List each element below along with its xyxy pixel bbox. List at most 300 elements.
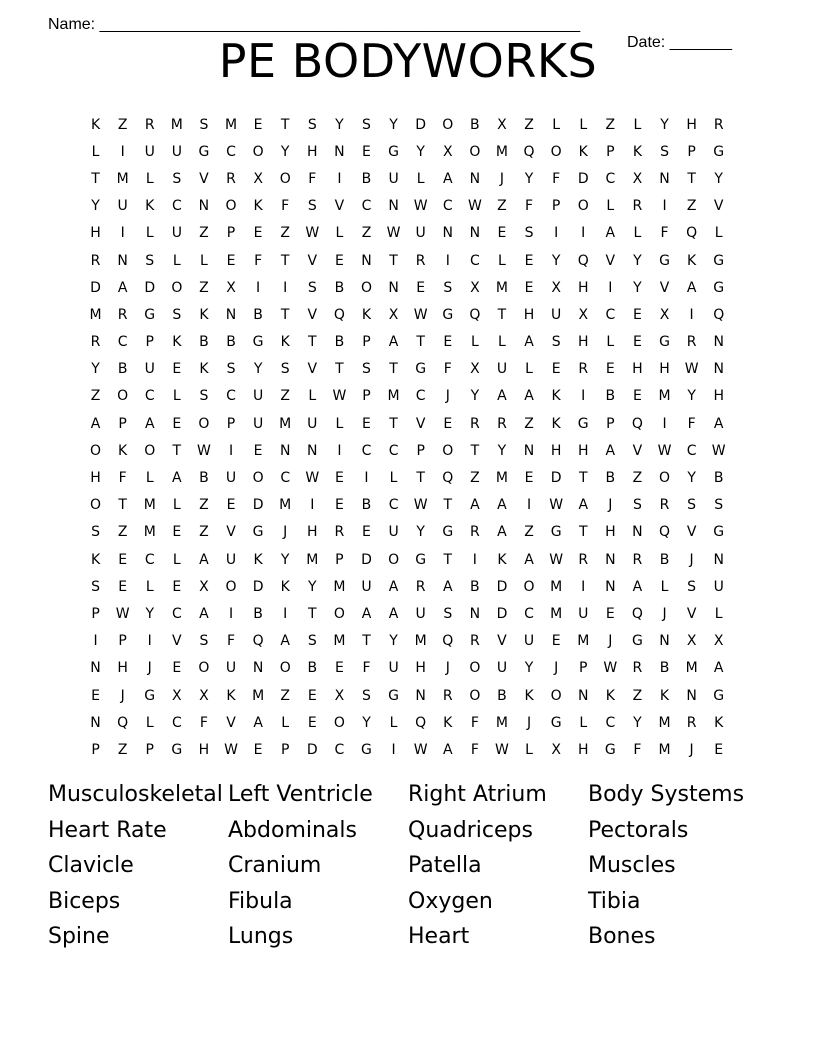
- grid-letter: S: [199, 116, 209, 133]
- grid-letter: M: [685, 660, 698, 677]
- grid-letter: O: [225, 578, 237, 595]
- grid-letter: I: [364, 470, 369, 487]
- grid-letter: O: [550, 687, 562, 704]
- grid-letter: L: [172, 497, 181, 514]
- grid-letter: R: [686, 714, 697, 731]
- grid-letter: N: [307, 442, 318, 459]
- grid-letter: A: [172, 470, 182, 487]
- grid-letter: M: [495, 279, 508, 296]
- grid-letter: G: [442, 306, 454, 323]
- grid-letter: C: [442, 198, 453, 215]
- grid-letter: R: [442, 687, 453, 704]
- grid-letter: Q: [659, 524, 671, 541]
- grid-letter: A: [253, 714, 263, 731]
- grid-letter: T: [470, 442, 480, 459]
- grid-letter: B: [226, 334, 236, 351]
- grid-letter: L: [145, 225, 154, 242]
- grid-letter: Y: [280, 551, 290, 568]
- grid-letter: I: [662, 198, 667, 215]
- grid-letter: P: [579, 660, 588, 677]
- grid-letter: S: [199, 633, 209, 650]
- grid-letter: H: [307, 524, 318, 541]
- grid-letter: E: [91, 687, 100, 704]
- grid-letter: W: [197, 442, 211, 459]
- word-list-item: Fibula: [228, 888, 293, 914]
- grid-letter: R: [117, 306, 128, 323]
- grid-letter: F: [525, 198, 534, 215]
- grid-letter: G: [144, 306, 156, 323]
- grid-letter: N: [713, 334, 724, 351]
- word-list-item: Body Systems: [588, 782, 745, 807]
- grid-letter: S: [687, 578, 697, 595]
- grid-letter: K: [497, 551, 507, 568]
- grid-letter: P: [118, 415, 127, 432]
- grid-letter: P: [226, 225, 236, 242]
- grid-letter: M: [387, 388, 400, 405]
- grid-letter: O: [469, 687, 481, 704]
- grid-letter: A: [442, 170, 453, 187]
- grid-letter: V: [226, 714, 236, 731]
- grid-letter: U: [144, 361, 155, 378]
- grid-letter: I: [581, 388, 586, 405]
- grid-letter: E: [632, 334, 642, 351]
- grid-letter: A: [605, 442, 616, 459]
- grid-letter: V: [632, 442, 643, 459]
- grid-letter: E: [334, 252, 344, 269]
- grid-letter: S: [443, 279, 453, 296]
- grid-letter: Y: [551, 252, 561, 269]
- grid-letter: U: [388, 524, 399, 541]
- grid-letter: I: [608, 279, 613, 296]
- grid-letter: B: [470, 578, 480, 595]
- grid-letter: L: [498, 334, 506, 351]
- grid-letter: Z: [280, 687, 290, 704]
- grid-letter: A: [442, 741, 453, 758]
- grid-letter: M: [550, 605, 563, 622]
- grid-letter: N: [469, 605, 481, 622]
- grid-letter: P: [551, 198, 561, 215]
- grid-letter: X: [442, 143, 453, 160]
- grid-letter: G: [713, 687, 725, 704]
- grid-letter: B: [307, 660, 318, 677]
- letter-grid: [82, 111, 734, 764]
- grid-letter: C: [171, 605, 182, 622]
- header-line: [48, 0, 748, 51]
- grid-letter: N: [334, 143, 345, 160]
- grid-letter: N: [686, 687, 697, 704]
- grid-letter: E: [172, 415, 182, 432]
- grid-letter: I: [310, 497, 315, 514]
- grid-letter: Q: [713, 306, 725, 323]
- grid-letter: E: [307, 714, 317, 731]
- grid-letter: W: [305, 225, 320, 242]
- grid-letter: U: [225, 470, 237, 487]
- grid-letter: Q: [523, 143, 535, 160]
- grid-letter: R: [632, 198, 643, 215]
- grid-letter: R: [632, 660, 643, 677]
- grid-letter: I: [472, 551, 477, 568]
- grid-letter: Y: [91, 198, 100, 215]
- grid-letter: T: [280, 306, 290, 323]
- grid-letter: X: [172, 687, 182, 704]
- grid-letter: G: [713, 279, 725, 296]
- grid-letter: V: [307, 252, 318, 269]
- grid-letter: K: [90, 116, 101, 133]
- grid-letter: E: [172, 361, 182, 378]
- grid-letter: S: [632, 497, 642, 514]
- grid-letter: U: [713, 578, 724, 595]
- grid-letter: Y: [416, 143, 425, 160]
- grid-letter: L: [470, 334, 479, 351]
- grid-letter: R: [686, 334, 697, 351]
- page-title: PE BODYWORKS: [218, 34, 598, 88]
- grid-letter: K: [605, 687, 615, 704]
- grid-letter: I: [445, 252, 450, 269]
- grid-letter: I: [554, 225, 559, 242]
- grid-letter: E: [443, 415, 453, 432]
- grid-letter: S: [687, 497, 697, 514]
- grid-letter: S: [443, 605, 453, 622]
- grid-letter: I: [120, 143, 125, 160]
- grid-letter: S: [714, 497, 724, 514]
- grid-letter: O: [279, 170, 291, 187]
- grid-letter: L: [145, 470, 154, 487]
- grid-letter: O: [90, 442, 102, 459]
- grid-letter: Q: [469, 306, 481, 323]
- grid-letter: J: [147, 660, 152, 677]
- grid-letter: O: [198, 660, 210, 677]
- grid-letter: X: [199, 578, 209, 595]
- grid-letter: C: [144, 551, 155, 568]
- grid-letter: L: [335, 415, 344, 432]
- grid-letter: V: [659, 279, 670, 296]
- grid-letter: M: [495, 143, 508, 160]
- word-list-item: Musculoskeletal: [48, 782, 223, 807]
- grid-letter: Z: [199, 524, 209, 541]
- grid-letter: A: [199, 551, 209, 568]
- grid-letter: N: [659, 633, 670, 650]
- grid-letter: N: [361, 252, 372, 269]
- grid-letter: L: [172, 388, 181, 405]
- grid-letter: U: [252, 388, 264, 405]
- grid-letter: L: [145, 714, 154, 731]
- grid-letter: Y: [145, 605, 155, 622]
- grid-letter: K: [199, 361, 209, 378]
- grid-letter: D: [252, 578, 264, 595]
- grid-letter: V: [172, 633, 182, 650]
- grid-letter: L: [660, 578, 669, 595]
- grid-letter: N: [90, 660, 101, 677]
- grid-letter: W: [657, 442, 672, 459]
- word-list-item: Bones: [588, 924, 656, 949]
- word-list-item: Patella: [408, 853, 482, 878]
- grid-letter: W: [684, 361, 699, 378]
- grid-letter: M: [116, 170, 129, 187]
- grid-letter: P: [606, 415, 615, 432]
- grid-letter: K: [145, 198, 155, 215]
- grid-letter: V: [307, 361, 318, 378]
- grid-letter: O: [442, 442, 454, 459]
- grid-letter: G: [713, 524, 725, 541]
- grid-letter: F: [552, 170, 561, 187]
- grid-letter: S: [307, 116, 317, 133]
- grid-letter: T: [443, 551, 453, 568]
- grid-letter: F: [687, 415, 696, 432]
- grid-letter: L: [389, 714, 398, 731]
- grid-letter: Y: [308, 578, 317, 595]
- grid-letter: P: [145, 334, 154, 351]
- grid-letter: L: [606, 198, 615, 215]
- grid-letter: J: [120, 687, 125, 704]
- grid-letter: E: [253, 741, 263, 758]
- grid-letter: L: [606, 334, 615, 351]
- grid-letter: H: [90, 470, 101, 487]
- grid-letter: O: [279, 660, 291, 677]
- grid-letter: Y: [633, 252, 642, 269]
- grid-letter: H: [632, 361, 643, 378]
- grid-letter: T: [443, 497, 453, 514]
- grid-letter: Z: [199, 225, 209, 242]
- grid-letter: M: [414, 633, 427, 650]
- grid-letter: Y: [280, 143, 290, 160]
- grid-letter: Z: [605, 116, 616, 133]
- grid-letter: L: [714, 605, 723, 622]
- grid-letter: A: [713, 660, 724, 677]
- grid-letter: S: [145, 252, 155, 269]
- grid-letter: E: [253, 442, 263, 459]
- grid-letter: G: [604, 741, 616, 758]
- grid-letter: Z: [686, 198, 697, 215]
- grid-letter: Z: [632, 687, 643, 704]
- grid-letter: R: [632, 551, 643, 568]
- grid-letter: O: [225, 198, 237, 215]
- grid-letter: B: [605, 388, 616, 405]
- grid-letter: G: [171, 741, 183, 758]
- grid-letter: K: [199, 306, 209, 323]
- grid-letter: P: [687, 143, 696, 160]
- grid-letter: F: [199, 714, 208, 731]
- grid-letter: R: [90, 252, 101, 269]
- grid-letter: Q: [442, 470, 454, 487]
- grid-letter: K: [253, 551, 263, 568]
- grid-letter: Y: [524, 660, 534, 677]
- grid-letter: E: [226, 252, 236, 269]
- grid-letter: A: [388, 605, 399, 622]
- grid-letter: M: [306, 551, 319, 568]
- grid-letter: G: [550, 714, 562, 731]
- grid-letter: V: [226, 524, 236, 541]
- grid-letter: G: [388, 143, 399, 160]
- grid-letter: L: [525, 741, 533, 758]
- grid-letter: T: [335, 361, 344, 378]
- grid-letter: C: [388, 497, 399, 514]
- grid-letter: A: [442, 578, 453, 595]
- grid-letter: W: [413, 198, 428, 215]
- grid-letter: W: [603, 660, 618, 677]
- grid-letter: O: [469, 143, 481, 160]
- grid-letter: W: [224, 741, 238, 758]
- grid-letter: U: [144, 143, 155, 160]
- grid-letter: P: [335, 551, 344, 568]
- grid-letter: S: [362, 361, 371, 378]
- grid-letter: F: [470, 741, 479, 758]
- grid-letter: R: [144, 116, 155, 133]
- grid-letter: L: [579, 714, 588, 731]
- grid-letter: O: [388, 551, 400, 568]
- grid-letter: B: [497, 687, 507, 704]
- grid-letter: U: [388, 660, 399, 677]
- grid-letter: I: [662, 415, 667, 432]
- grid-letter: N: [605, 551, 616, 568]
- grid-letter: X: [226, 279, 236, 296]
- grid-letter: N: [469, 225, 481, 242]
- grid-letter: E: [605, 605, 615, 622]
- grid-letter: R: [497, 415, 507, 432]
- grid-letter: E: [605, 361, 615, 378]
- grid-letter: U: [171, 225, 182, 242]
- grid-letter: E: [118, 551, 128, 568]
- grid-letter: I: [93, 633, 98, 650]
- grid-letter: N: [252, 660, 264, 677]
- grid-letter: G: [713, 143, 725, 160]
- grid-letter: F: [281, 198, 290, 215]
- grid-letter: F: [362, 660, 371, 677]
- grid-letter: Q: [117, 714, 129, 731]
- grid-letter: E: [253, 116, 263, 133]
- grid-letter: U: [307, 415, 318, 432]
- grid-letter: H: [550, 442, 562, 459]
- grid-letter: H: [90, 225, 101, 242]
- grid-letter: I: [337, 170, 342, 187]
- grid-letter: G: [198, 143, 210, 160]
- grid-letter: S: [91, 524, 100, 541]
- grid-letter: Z: [497, 198, 507, 215]
- grid-letter: K: [226, 687, 236, 704]
- grid-letter: C: [171, 198, 182, 215]
- grid-letter: L: [281, 714, 290, 731]
- grid-letter: O: [252, 143, 264, 160]
- grid-letter: L: [633, 116, 642, 133]
- grid-letter: Z: [632, 470, 643, 487]
- grid-letter: T: [91, 170, 100, 187]
- grid-letter: X: [659, 306, 670, 323]
- grid-letter: F: [226, 633, 236, 650]
- grid-letter: J: [283, 524, 288, 541]
- word-list-item: Abdominals: [228, 817, 357, 843]
- grid-letter: K: [90, 551, 101, 568]
- grid-letter: T: [172, 442, 182, 459]
- grid-letter: B: [713, 470, 724, 487]
- grid-letter: U: [225, 551, 237, 568]
- grid-letter: X: [253, 170, 263, 187]
- grid-letter: Y: [389, 633, 398, 650]
- grid-letter: E: [524, 279, 534, 296]
- grid-letter: B: [199, 470, 209, 487]
- grid-letter: A: [524, 388, 534, 405]
- grid-letter: Q: [631, 605, 643, 622]
- word-list-item: Biceps: [48, 888, 121, 914]
- grid-letter: E: [443, 334, 453, 351]
- grid-letter: V: [334, 198, 345, 215]
- grid-letter: C: [605, 170, 616, 187]
- grid-letter: I: [581, 578, 586, 595]
- grid-letter: K: [361, 306, 372, 323]
- grid-letter: F: [118, 470, 127, 487]
- grid-letter: E: [172, 660, 182, 677]
- grid-letter: R: [469, 415, 480, 432]
- grid-letter: M: [658, 714, 671, 731]
- date-field-label: Date: _______: [627, 34, 732, 51]
- grid-letter: L: [172, 551, 181, 568]
- grid-letter: K: [632, 143, 643, 160]
- grid-letter: X: [632, 170, 643, 187]
- grid-letter: U: [388, 170, 399, 187]
- grid-letter: M: [658, 741, 671, 758]
- grid-letter: H: [686, 116, 697, 133]
- grid-letter: U: [551, 306, 562, 323]
- grid-letter: A: [578, 497, 589, 514]
- grid-letter: A: [117, 279, 128, 296]
- grid-letter: N: [225, 306, 237, 323]
- grid-letter: C: [280, 470, 291, 487]
- grid-letter: T: [497, 306, 507, 323]
- grid-letter: T: [280, 252, 290, 269]
- grid-letter: H: [577, 279, 589, 296]
- grid-letter: C: [226, 388, 236, 405]
- grid-letter: E: [524, 470, 534, 487]
- grid-letter: B: [199, 334, 209, 351]
- grid-letter: X: [551, 279, 561, 296]
- word-list: [48, 779, 768, 957]
- grid-letter: M: [658, 388, 671, 405]
- grid-letter: E: [362, 415, 371, 432]
- grid-letter: B: [334, 279, 345, 296]
- grid-letter: C: [686, 442, 697, 459]
- grid-letter: O: [171, 279, 183, 296]
- grid-letter: C: [605, 714, 616, 731]
- grid-letter: A: [280, 633, 290, 650]
- grid-letter: K: [551, 388, 561, 405]
- grid-letter: F: [470, 714, 479, 731]
- grid-letter: D: [496, 578, 508, 595]
- grid-letter: M: [550, 578, 563, 595]
- grid-letter: Q: [415, 714, 427, 731]
- grid-letter: E: [172, 524, 182, 541]
- grid-letter: S: [551, 334, 561, 351]
- grid-letter: V: [497, 633, 507, 650]
- grid-letter: K: [118, 442, 128, 459]
- word-list-item: Left Ventricle: [228, 782, 373, 807]
- grid-letter: K: [524, 687, 534, 704]
- grid-letter: R: [415, 578, 426, 595]
- grid-letter: E: [307, 687, 317, 704]
- grid-letter: X: [497, 116, 507, 133]
- grid-letter: Y: [687, 470, 696, 487]
- grid-letter: H: [198, 741, 210, 758]
- grid-letter: L: [308, 388, 317, 405]
- grid-letter: M: [224, 116, 238, 133]
- grid-letter: W: [413, 497, 428, 514]
- grid-letter: U: [496, 361, 508, 378]
- grid-letter: L: [416, 170, 425, 187]
- grid-letter: P: [226, 415, 236, 432]
- grid-letter: W: [115, 605, 130, 622]
- word-list-item: Heart Rate: [48, 817, 167, 843]
- grid-letter: N: [117, 252, 128, 269]
- grid-letter: G: [659, 334, 670, 351]
- grid-letter: C: [605, 306, 616, 323]
- grid-letter: A: [605, 225, 616, 242]
